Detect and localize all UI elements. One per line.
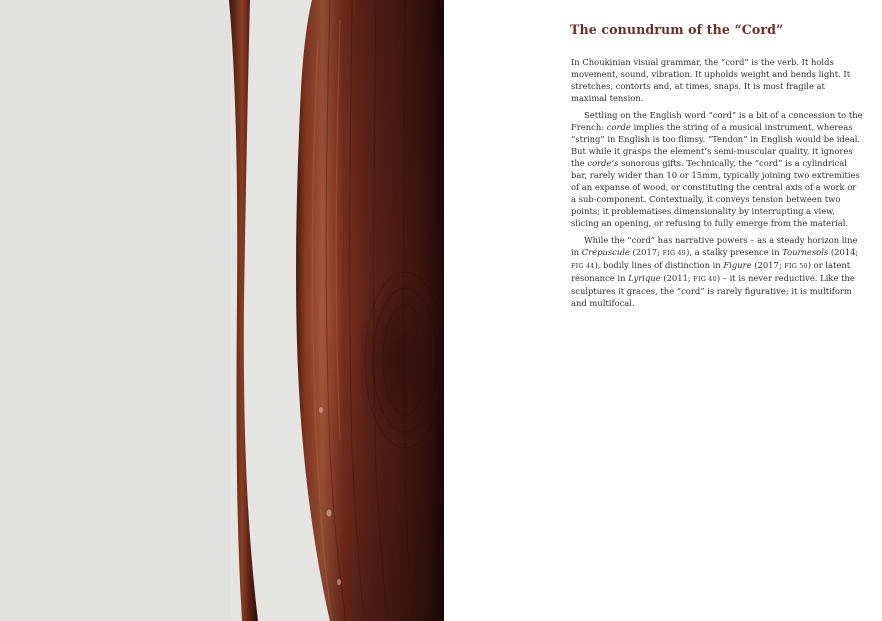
figure-reference: FIG 49 <box>662 249 687 257</box>
paragraph-2: Settling on the English word “cord” is a bit of a concession to the French: corde implies the string of a musical instrument, whereas “string” in English is too flimsy. “Tendon” in English would be ideal. But while it grasps the element’s semi-muscular quality, it ignores the corde’s sonorous gifts. Technically, the “cord” is a cylindrical bar, rarely wider than 10 or 15mm, typically joining two extremities of an expanse of wood, or constituting the central axis of a work or a sub-component. Contextually, it conveys tension between two points; it problematises dimensionality by interrupting a view, slicing an opening, or refusing to fully emerge from the material. <box>571 110 863 228</box>
body-text <box>571 56 863 314</box>
page-title: The conundrum of the “Cord” <box>570 22 784 37</box>
text-page <box>444 0 882 621</box>
paragraph-1: In Choukinian visual grammar, the “cord” is the verb. It holds movement, sound, vibration. It upholds weight and bends light. It stretches, contorts and, at times, snaps. It is most fragile at maximal tension. <box>571 57 851 103</box>
figure-reference: FIG 40 <box>693 275 717 283</box>
figure-reference: FIG 50 <box>784 262 808 270</box>
figure-reference: FIG 44 <box>571 262 595 270</box>
paragraph-3: While the “cord” has narrative powers – as a steady horizon line in Crépuscule (2017; FIG 49), a stalky presence in Tournesols (2014; FIG 44), bodily lines of distinction in Figure (2017; FIG 50) or latent resonance in Lyrique (2011; FIG 40) – it is never reductive. Like the sculptures it graces, the “cord” is rarely figurative; it is multiform and multifocal. <box>571 235 859 308</box>
